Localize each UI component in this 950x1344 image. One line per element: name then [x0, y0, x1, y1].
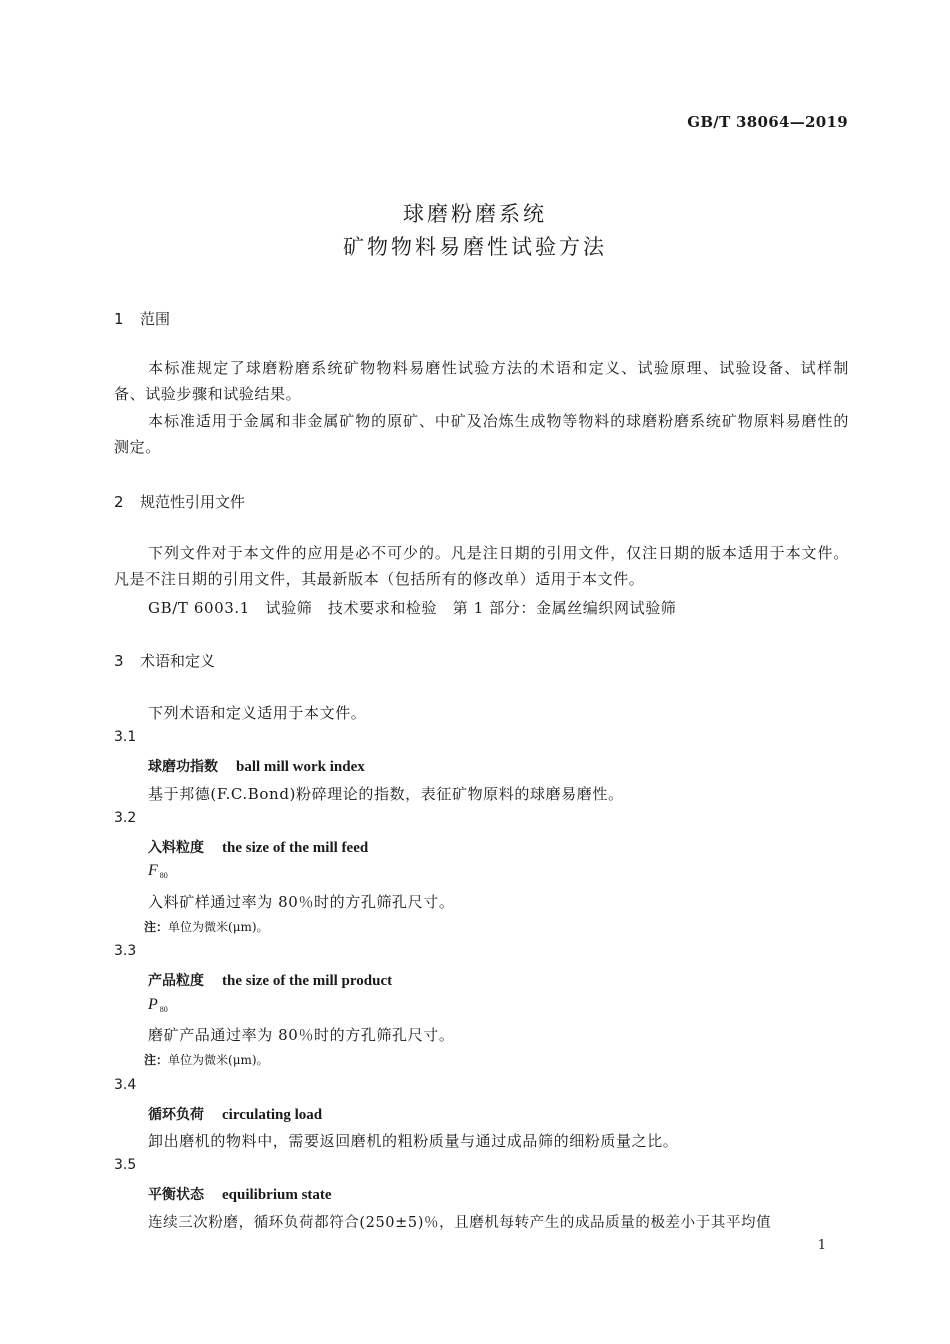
section-number: 2 — [114, 493, 124, 511]
term-heading — [148, 756, 365, 776]
clause-number: 3.4 — [114, 1077, 137, 1093]
clause-number: 3.5 — [114, 1157, 137, 1173]
section-2-heading — [114, 491, 245, 512]
term-english: circulating load — [222, 1107, 323, 1123]
term-english: the size of the mill product — [222, 973, 393, 989]
section-title: 规范性引用文件 — [140, 493, 246, 511]
symbol-subscript: 80 — [159, 1005, 168, 1014]
note-label: 注： — [144, 1053, 169, 1067]
term-chinese: 产品粒度 — [148, 973, 204, 989]
term-note — [144, 1051, 269, 1068]
term-heading — [148, 1184, 332, 1204]
term-symbol — [148, 862, 168, 880]
normative-reference: GB/T 6003.1 试验筛 技术要求和检验 第 1 部分：金属丝编织网试验筛 — [148, 599, 677, 617]
clause-number: 3.1 — [114, 729, 137, 745]
clause-number: 3.2 — [114, 810, 137, 826]
section-title: 范围 — [140, 310, 171, 328]
term-heading — [148, 1104, 322, 1124]
term-chinese: 循环负荷 — [148, 1107, 204, 1123]
symbol-subscript: 80 — [159, 871, 168, 880]
section-number: 3 — [114, 652, 124, 670]
term-english: ball mill work index — [236, 759, 365, 775]
term-english: the size of the mill feed — [222, 840, 369, 856]
note-text: 单位为微米(μm)。 — [168, 920, 269, 934]
section-2-paragraph: 下列文件对于本文件的应用是必不可少的。凡是注日期的引用文件，仅注日期的版本适用于本文件。凡是不注日期的引用文件，其最新版本（包括所有的修改单）适用于本文件。 — [114, 544, 849, 588]
symbol-letter: P — [148, 996, 158, 1013]
symbol-letter: F — [148, 862, 158, 879]
note-text: 单位为微米(μm)。 — [168, 1053, 269, 1067]
section-1-paragraph-2: 本标准适用于金属和非金属矿物的原矿、中矿及冶炼生成物等物料的球磨粉磨系统矿物原料易磨性的测定。 — [114, 412, 849, 456]
section-3-heading — [114, 650, 215, 671]
section-1-heading — [114, 308, 170, 329]
page-number: 1 — [817, 1238, 826, 1253]
term-chinese: 平衡状态 — [148, 1187, 204, 1203]
term-chinese: 入料粒度 — [148, 840, 204, 856]
term-heading — [148, 970, 392, 990]
document-title-line2: 矿物物料易磨性试验方法 — [343, 235, 607, 259]
term-chinese: 球磨功指数 — [148, 759, 218, 775]
section-title: 术语和定义 — [140, 652, 216, 670]
term-definition: 磨矿产品通过率为 80％时的方孔筛孔尺寸。 — [148, 1026, 455, 1044]
document-title-line1: 球磨粉磨系统 — [403, 202, 547, 226]
term-heading — [148, 837, 368, 857]
term-symbol — [148, 996, 168, 1014]
term-note — [144, 918, 269, 935]
section-1-paragraph-1: 本标准规定了球磨粉磨系统矿物物料易磨性试验方法的术语和定义、试验原理、试验设备、试样制备、试验步骤和试验结果。 — [114, 359, 849, 403]
term-definition: 连续三次粉磨，循环负荷都符合(250±5)％，且磨机每转产生的成品质量的极差小于其平均值 — [148, 1215, 772, 1231]
term-definition: 入料矿样通过率为 80％时的方孔筛孔尺寸。 — [148, 893, 455, 911]
term-definition: 基于邦德(F.C.Bond)粉碎理论的指数，表征矿物原料的球磨易磨性。 — [148, 785, 624, 803]
clause-number: 3.3 — [114, 943, 137, 959]
term-english: equilibrium state — [222, 1187, 332, 1203]
standard-number: GB/T 38064—2019 — [687, 113, 848, 131]
note-label: 注： — [144, 920, 169, 934]
term-definition: 卸出磨机的物料中，需要返回磨机的粗粉质量与通过成品筛的细粉质量之比。 — [148, 1132, 679, 1150]
section-3-intro: 下列术语和定义适用于本文件。 — [148, 704, 367, 722]
section-number: 1 — [114, 310, 124, 328]
